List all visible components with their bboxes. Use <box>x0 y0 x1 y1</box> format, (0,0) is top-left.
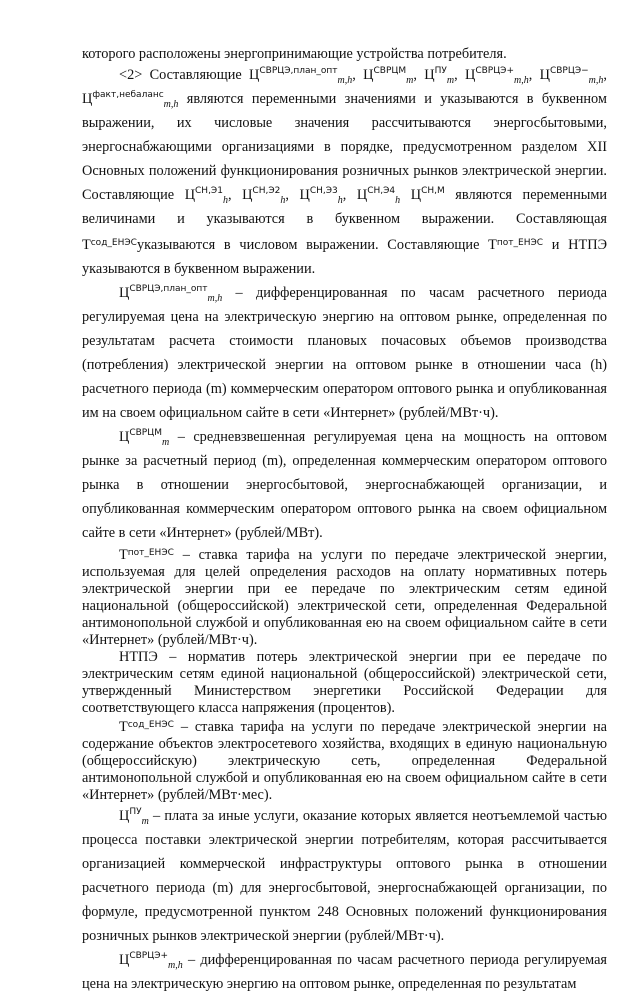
footnote-text-c: указываются в числовом выражении. Составляющие <box>136 237 480 253</box>
paragraph-continuation: которого расположены энергопринимающие устройства потребителя. <box>82 46 507 62</box>
definition-t-pot-enes <box>82 545 607 649</box>
symbol-c-sn-m: $Ц^{СН,М}$ <box>410 186 445 203</box>
footnote-2-paragraph: <2> Составляющие $Ц^{СВРЦЭ,план\_опт}_{m,h}$, $Ц^{СВРЦМ}_m$, $Ц^{ПУ}_m$, $Ц^{СВРЦЭ+}_{m,h}$, $Ц^{СВРЦЭ-}_{m,h}$, $Ц^{факт,небаланс}_{m,h}$ являются переменными значениями и указываются в буквенном выражении, их числовые значения рассчитываются энергосбытовыми, энергоснабжающими организациями в порядке, предусмотренном разделом XII Основных положений функционирования розничных рынков электрической энергии. Составляющие $Ц^{СН,Э1}_h$, $Ц^{СН,Э2}_h$, $Ц^{СН,Э3}_h$, $Ц^{СН,Э4}_h$ $Ц^{СН,М}$ являются переменными величинами и указываются в буквенном выражении. Составляющая $Т^{сод\_ЕНЭС}указываются$ в числовом выражении. Составляющие $Т^{пот\_ЕНЭС}$ и НТПЭ указываются в буквенном выражении. <box>82 66 608 277</box>
symbol-c-pu: $Ц^{ПУ}_m$ <box>424 66 455 86</box>
footnote-text-b: являются переменными величинами и указываются в буквенном выражении. Составляющая <box>82 187 608 227</box>
definition-text: – дифференцированная по часам расчетного периода регулируемая цена на электрическую энергию на оптовом рынке, определенная по результатам расчета стоимости плановых почасовых объемов производства (потребления) электрической энергии на оптовом рынке в отношении часа (h) расчетного периода (m) коммерческим оператором оптового рынка и опубликованная им на своем официальном сайте в сети «Интернет» (рублей/МВт·ч). <box>82 285 607 421</box>
symbol-c-sn-e4: $Ц^{СН,Э4}_h$ <box>356 186 401 206</box>
definition-pu <box>82 804 607 948</box>
definition-text: – дифференцированная по часам расчетного периода регулируемая цена на электрическую энергию на оптовом рынке, определенная по результатам <box>82 952 607 992</box>
symbol-c-svrcm: $Ц^{СВРЦМ}_m$ <box>363 66 414 86</box>
symbol-c-svrcz-plan-opt: $Ц^{СВРЦЭ,план\_опт}_{m,h}$ <box>119 284 223 304</box>
definition-text: – ставка тарифа на услуги по передаче электрической энергии на содержание объектов электросетевого хозяйства, входящих в единую национальную (общероссийскую) электрическую сеть, определенная Федеральной антимонопольной службой и опубликованная ею на своем официальном сайте в сети «Интернет» (рублей/МВт·мес). <box>82 719 607 803</box>
definition-svrcz-plan-opt <box>82 281 607 425</box>
symbol-t-sod-enes: $Т^{сод\_ЕНЭС}$ <box>82 237 137 253</box>
symbol-c-sn-e3: $Ц^{СН,Э3}_h$ <box>299 186 343 206</box>
definition-text: – плата за иные услуги, оказание которых является неотъемлемой частью процесса поставки электрической энергии потребителям, которая рассчитывается организацией коммерческой инфраструктуры оптового рынка в отношении расчетного периода (m) для энергосбытовой, энергоснабжающей организации, по формуле, предусмотренной пунктом 248 Основных положений функционирования розничных рынков электрической энергии (рублей/МВт·ч). <box>82 808 607 944</box>
definition-t-sod-enes <box>82 717 607 804</box>
symbol-c-svrcz-plus: $Ц^{СВРЦЭ+}_{m,h}$ <box>119 951 183 971</box>
definition-ntpe: НТПЭ – норматив потерь электрической энергии при ее передаче по электрическим сетям единой национальной (общероссийской) электрической сети, утвержденный Министерством энергетики Российской Федерации для соответствующего класса напряжения (процентов). <box>82 649 607 716</box>
symbol-c-sn-e2: $Ц^{СН,Э2}_h$ <box>242 186 286 206</box>
symbol-c-svrcm: $Ц^{СВРЦМ}_m$ <box>119 428 170 448</box>
symbol-c-svrcz-plan-opt: $Ц^{СВРЦЭ,план\_опт}_{m,h}$ <box>249 66 353 86</box>
symbol-t-pot-enes: $Т^{пот\_ЕНЭС}$ <box>488 237 544 253</box>
symbol-c-svrcz-minus: $Ц^{СВРЦЭ-}_{m,h}$ <box>539 66 604 86</box>
definition-svrcz-plus <box>82 948 607 996</box>
symbol-c-svrcz-plus: $Ц^{СВРЦЭ+}_{m,h}$ <box>464 66 529 86</box>
symbol-c-fakt-nebalans: $Ц^{факт,небаланс}_{m,h}$ <box>82 90 179 110</box>
footnote-lead: <2> Составляющие <box>119 67 242 83</box>
footnote-text-a: являются переменными значениями и указываются в буквенном выражении, их числовые значения рассчитываются энергосбытовыми, энергоснабжающими организациями в порядке, предусмотренном разделом XII Основных положений функционирования розничных рынков электрической энергии. Составляющие <box>82 91 607 203</box>
definition-text: – ставка тарифа на услуги по передаче электрической энергии, используемая для целей определения расходов на оплату нормативных потерь электрической энергии при ее передаче по электрическим сетям единой национальной (общероссийской) электрической сети, определенная Федеральной антимонопольной службой и опубликованная ею на своем официальном сайте в сети «Интернет» (рублей/МВт·ч). <box>82 547 607 648</box>
definition-text: – средневзвешенная регулируемая цена на мощность на оптовом рынке за расчетный период (m), определенная коммерческим оператором оптового рынка в отношении энергосбытовой, энергоснабжающей организации, и опубликованная коммерческим оператором оптового рынка на своем официальном сайте в сети «Интернет» (рублей/МВт). <box>82 429 607 541</box>
symbol-t-sod-enes: $Т^{сод\_ЕНЭС}$ <box>119 719 174 735</box>
footnote-text-d: и НТПЭ указываются в буквенном выражении. <box>82 237 608 277</box>
symbol-c-sn-e1: $Ц^{СН,Э1}_h$ <box>184 186 228 206</box>
definition-svrcm <box>82 425 607 545</box>
symbol-t-pot-enes: $Т^{пот\_ЕНЭС}$ <box>119 547 174 563</box>
symbol-c-pu: $Ц^{ПУ}_m$ <box>119 807 149 827</box>
